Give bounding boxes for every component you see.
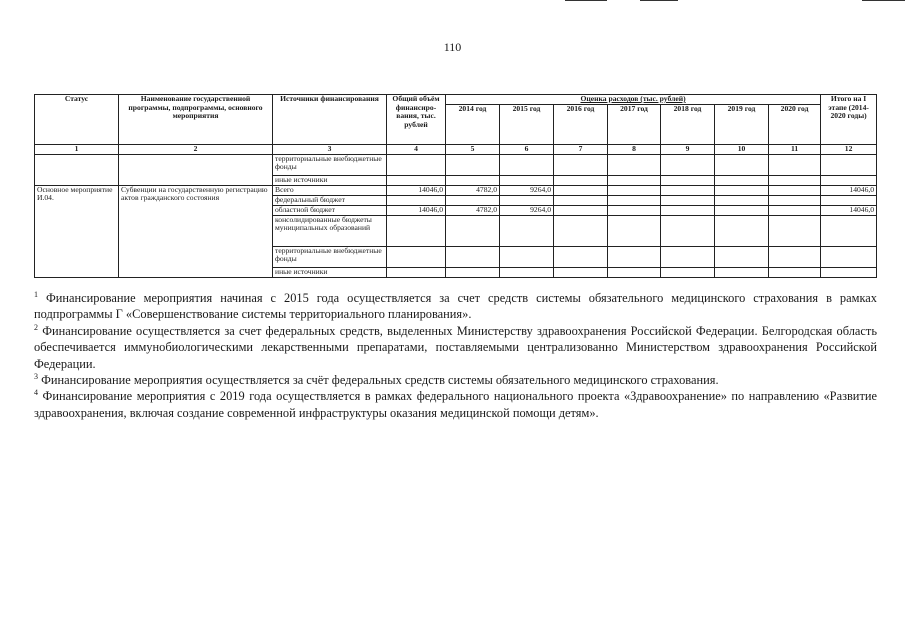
stage-total-cell (821, 267, 877, 277)
header-year: 2020 год (769, 104, 821, 144)
column-number: 9 (661, 144, 715, 154)
year-2014-cell (446, 267, 500, 277)
stage-total-cell: 14046,0 (821, 205, 877, 215)
stage-total-cell (821, 215, 877, 246)
header-year: 2016 год (554, 104, 608, 144)
header-year: 2014 год (446, 104, 500, 144)
header-year: 2018 год (661, 104, 715, 144)
year-2014-cell: 4782,0 (446, 185, 500, 195)
column-number: 6 (500, 144, 554, 154)
header-total: Общий объём финансиро-вания, тыс. рублей (387, 95, 446, 145)
page-number: 110 (443, 40, 462, 54)
year-2014-cell: 4782,0 (446, 205, 500, 215)
footnote-text: Финансирование мероприятия с 2019 года осуществляется в рамках федерального национального проекта «Здравоохранение» по направлению «Развитие здравоохранения, включая создание современной инфраструктуры оказания медицинской помощи детям». (34, 389, 877, 420)
header-year: 2017 год (608, 104, 661, 144)
footnote-text: Финансирование мероприятия осуществляется за счёт федеральных средств системы обязательного медицинского страхования. (41, 373, 719, 388)
column-number: 7 (554, 144, 608, 154)
footnote-text: Финансирование мероприятия начиная с 2015 года осуществляется за счет средств системы обязательного медицинского страхования в рамках подпрограммы Г «Совершенствование системы территориального планирования». (34, 291, 877, 322)
year-2014-cell (446, 246, 500, 267)
footnote-mark: 2 (34, 322, 38, 332)
table-row (35, 154, 877, 175)
footnote (34, 372, 877, 388)
header-stage-total: Итого на I этапе (2014-2020 годы) (821, 95, 877, 145)
name-cell (119, 154, 273, 185)
source-cell: федеральный бюджет (273, 195, 387, 205)
footnote-mark: 3 (34, 371, 38, 381)
header-status: Статус (35, 95, 119, 145)
source-cell: консолидированные бюджеты муниципальных образований (273, 215, 387, 246)
column-number: 8 (608, 144, 661, 154)
stage-total-cell: 14046,0 (821, 185, 877, 195)
total-cell: 14046,0 (387, 205, 446, 215)
source-cell: областной бюджет (273, 205, 387, 215)
year-2015-cell: 9264,0 (500, 185, 554, 195)
total-cell (387, 267, 446, 277)
total-cell: 14046,0 (387, 185, 446, 195)
footnote (34, 388, 877, 421)
stage-total-cell (821, 195, 877, 205)
year-2015-cell (500, 267, 554, 277)
scan-edge-line (640, 0, 678, 1)
source-cell: иные источники (273, 175, 387, 185)
scan-edge-line (565, 0, 607, 1)
header-year: 2019 год (715, 104, 769, 144)
footnotes (34, 290, 877, 421)
column-number: 11 (769, 144, 821, 154)
column-number: 4 (387, 144, 446, 154)
footnote (34, 290, 877, 323)
table-row (35, 185, 877, 195)
header-year: 2015 год (500, 104, 554, 144)
source-cell: территориальные внебюджетные фонды (273, 154, 387, 175)
activity-name: Субвенции на государственную регистрацию актов гражданского состояния (119, 185, 273, 277)
header-sources: Источники финансирования (273, 95, 387, 145)
column-number: 1 (35, 144, 119, 154)
year-2015-cell (500, 246, 554, 267)
stage-total-cell (821, 246, 877, 267)
activity-status: Основное мероприятие И.04. (35, 185, 119, 277)
total-cell (387, 195, 446, 205)
column-number: 12 (821, 144, 877, 154)
year-2015-cell (500, 195, 554, 205)
source-cell: территориальные внебюджетные фонды (273, 246, 387, 267)
year-2014-cell (446, 195, 500, 205)
footnote-mark: 4 (34, 388, 38, 398)
total-cell (387, 215, 446, 246)
scan-edge-line (862, 0, 905, 1)
header-name: Наименование государственной программы, подпрограммы, основного мероприятия (119, 95, 273, 145)
column-number: 10 (715, 144, 769, 154)
year-2015-cell (500, 215, 554, 246)
column-number: 2 (119, 144, 273, 154)
column-number: 3 (273, 144, 387, 154)
total-cell (387, 246, 446, 267)
footnote-mark: 1 (34, 289, 38, 299)
column-number-row (35, 144, 877, 154)
status-cell (35, 154, 119, 185)
header-row (35, 95, 877, 105)
footnote (34, 323, 877, 372)
budget-table (34, 94, 877, 278)
footnote-text: Финансирование осуществляется за счет федеральных средств, выделенных Министерству здравоохранения Российской Федерации. Белгородская область обеспечивается иммунобиологическими лекарственными препаратами, поставляемыми централизованно Министерством здравоохранения Российской Федерации. (34, 323, 877, 371)
source-cell: иные источники (273, 267, 387, 277)
column-number: 5 (446, 144, 500, 154)
source-cell: Всего (273, 185, 387, 195)
year-2015-cell: 9264,0 (500, 205, 554, 215)
year-2014-cell (446, 215, 500, 246)
header-expense-group: Оценка расходов (тыс. рублей) (446, 95, 821, 105)
